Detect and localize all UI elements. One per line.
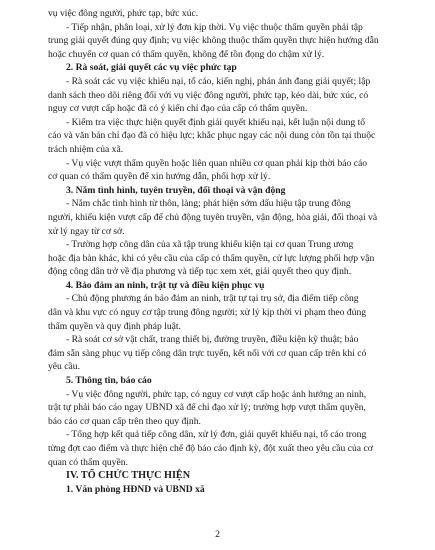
text-line: danh sách theo dõi riêng đối với vụ việc đông người, phức tạp, kéo dài, bức xúc, có (48, 89, 369, 101)
text-line: xử lý ngay từ cơ sở. (48, 225, 125, 237)
text-line: - Vụ việc vượt thẩm quyền hoặc liên quan nhiều cơ quan phải kịp thời báo cáo (66, 157, 368, 169)
text-line: đảm sẵn sàng phục vụ tiếp công dân trực tuyến, kết nối với cơ quan cấp trên khi có (48, 347, 367, 359)
text-line: - Trường hợp công dân của xã tập trung khiếu kiện tại cơ quan Trung ương (66, 239, 354, 251)
section-heading: 2. Rà soát, giải quyết các vụ việc phức tạp (66, 62, 237, 74)
section-heading: 5. Thông tin, báo cáo (66, 375, 152, 387)
text-line: dân và khu vực có nguy cơ tập trung đông người; xử lý kịp thời vi phạm theo đúng (48, 307, 367, 319)
text-line: nguy cơ vượt cấp hoặc đã có ý kiến chỉ đạo của cấp có thẩm quyền. (48, 103, 308, 115)
text-line: - Rà soát các vụ việc khiếu nại, tố cáo, kiến nghị, phản ánh đang giải quyết; lập (66, 75, 371, 87)
text-line: quan có thẩm quyền. (48, 456, 128, 468)
text-line: - Tiếp nhận, phân loại, xử lý đơn kịp thời. Vụ việc thuộc thẩm quyền phải tập (66, 21, 363, 33)
text-line: - Chủ động phương án bảo đảm an ninh, trật tự tại trụ sở, địa điểm tiếp công (66, 293, 359, 305)
text-line: hoặc chuyển cơ quan có thẩm quyền, không để tồn đọng do chậm xử lý. (48, 48, 325, 60)
text-line: vụ việc đông người, phức tạp, bức xúc. (48, 8, 199, 19)
text-line: cơ quan có thẩm quyền để xin hướng dẫn, phối hợp xử lý. (48, 171, 271, 183)
text-line: yêu cầu. (48, 361, 80, 373)
text-line: động công dân trở về địa phương và tiếp tục xem xét, giải quyết theo quy định. (48, 266, 352, 278)
text-line: - Vụ việc đông người, phức tạp, có nguy cơ vượt cấp hoặc ảnh hưởng an ninh, (66, 388, 367, 400)
section-heading: 1. Văn phòng HĐND và UBND xã (66, 483, 205, 495)
text-line: - Tổng hợp kết quả tiếp công dân, xử lý đơn, giải quyết khiếu nại, tố cáo trong (66, 429, 367, 441)
text-line: thẩm quyền và quy định pháp luật. (48, 320, 181, 332)
text-line: trách nhiệm của xã. (48, 143, 124, 155)
text-line: trật tự phải báo cáo ngay UBND xã để chỉ đạo xử lý; trường hợp vượt thẩm quyền, (48, 402, 366, 414)
section-heading: 3. Nắm tình hình, tuyên truyền, đối thoại và vận động (66, 184, 286, 196)
section-heading: 4. Bảo đảm an ninh, trật tự và điều kiện phục vụ (66, 279, 265, 291)
page-number: 2 (215, 529, 220, 540)
document-body (48, 7, 395, 496)
text-line: báo cáo cơ quan cấp trên theo quy định. (48, 415, 201, 427)
section-heading: IV. TỔ CHỨC THỰC HIỆN (66, 470, 191, 482)
text-line: - Rà soát cơ sở vật chất, trang thiết bị, đường truyền, điều kiện kỹ thuật; bảo (66, 334, 359, 346)
text-line: - Kiểm tra việc thực hiện quyết định giải quyết khiếu nại, kết luận nội dung tố (66, 116, 366, 128)
text-line: cáo và văn bản chỉ đạo đã có hiệu lực; khắc phục ngay các nội dung còn tồn tại thuộc (48, 130, 376, 142)
text-line: trung giải quyết đúng quy định; vụ việc không thuộc thẩm quyền thực hiện hướng dẫn (48, 35, 379, 47)
text-line: - Nắm chắc tình hình từ thôn, làng; phát hiện sớm dấu hiệu tập trung đông (66, 198, 351, 210)
text-line: người, khiếu kiện vượt cấp để chủ động tuyên truyền, vận động, hòa giải, đối thoại và (48, 211, 378, 223)
text-line: hoặc địa bàn khác, khi có yêu cầu của cấp có thẩm quyền, cử lực lượng phối hợp vận (48, 252, 375, 264)
text-line: từng đợt cao điểm và thực hiện chế độ báo cáo định kỳ, đột xuất theo yêu cầu của cơ (48, 443, 373, 454)
